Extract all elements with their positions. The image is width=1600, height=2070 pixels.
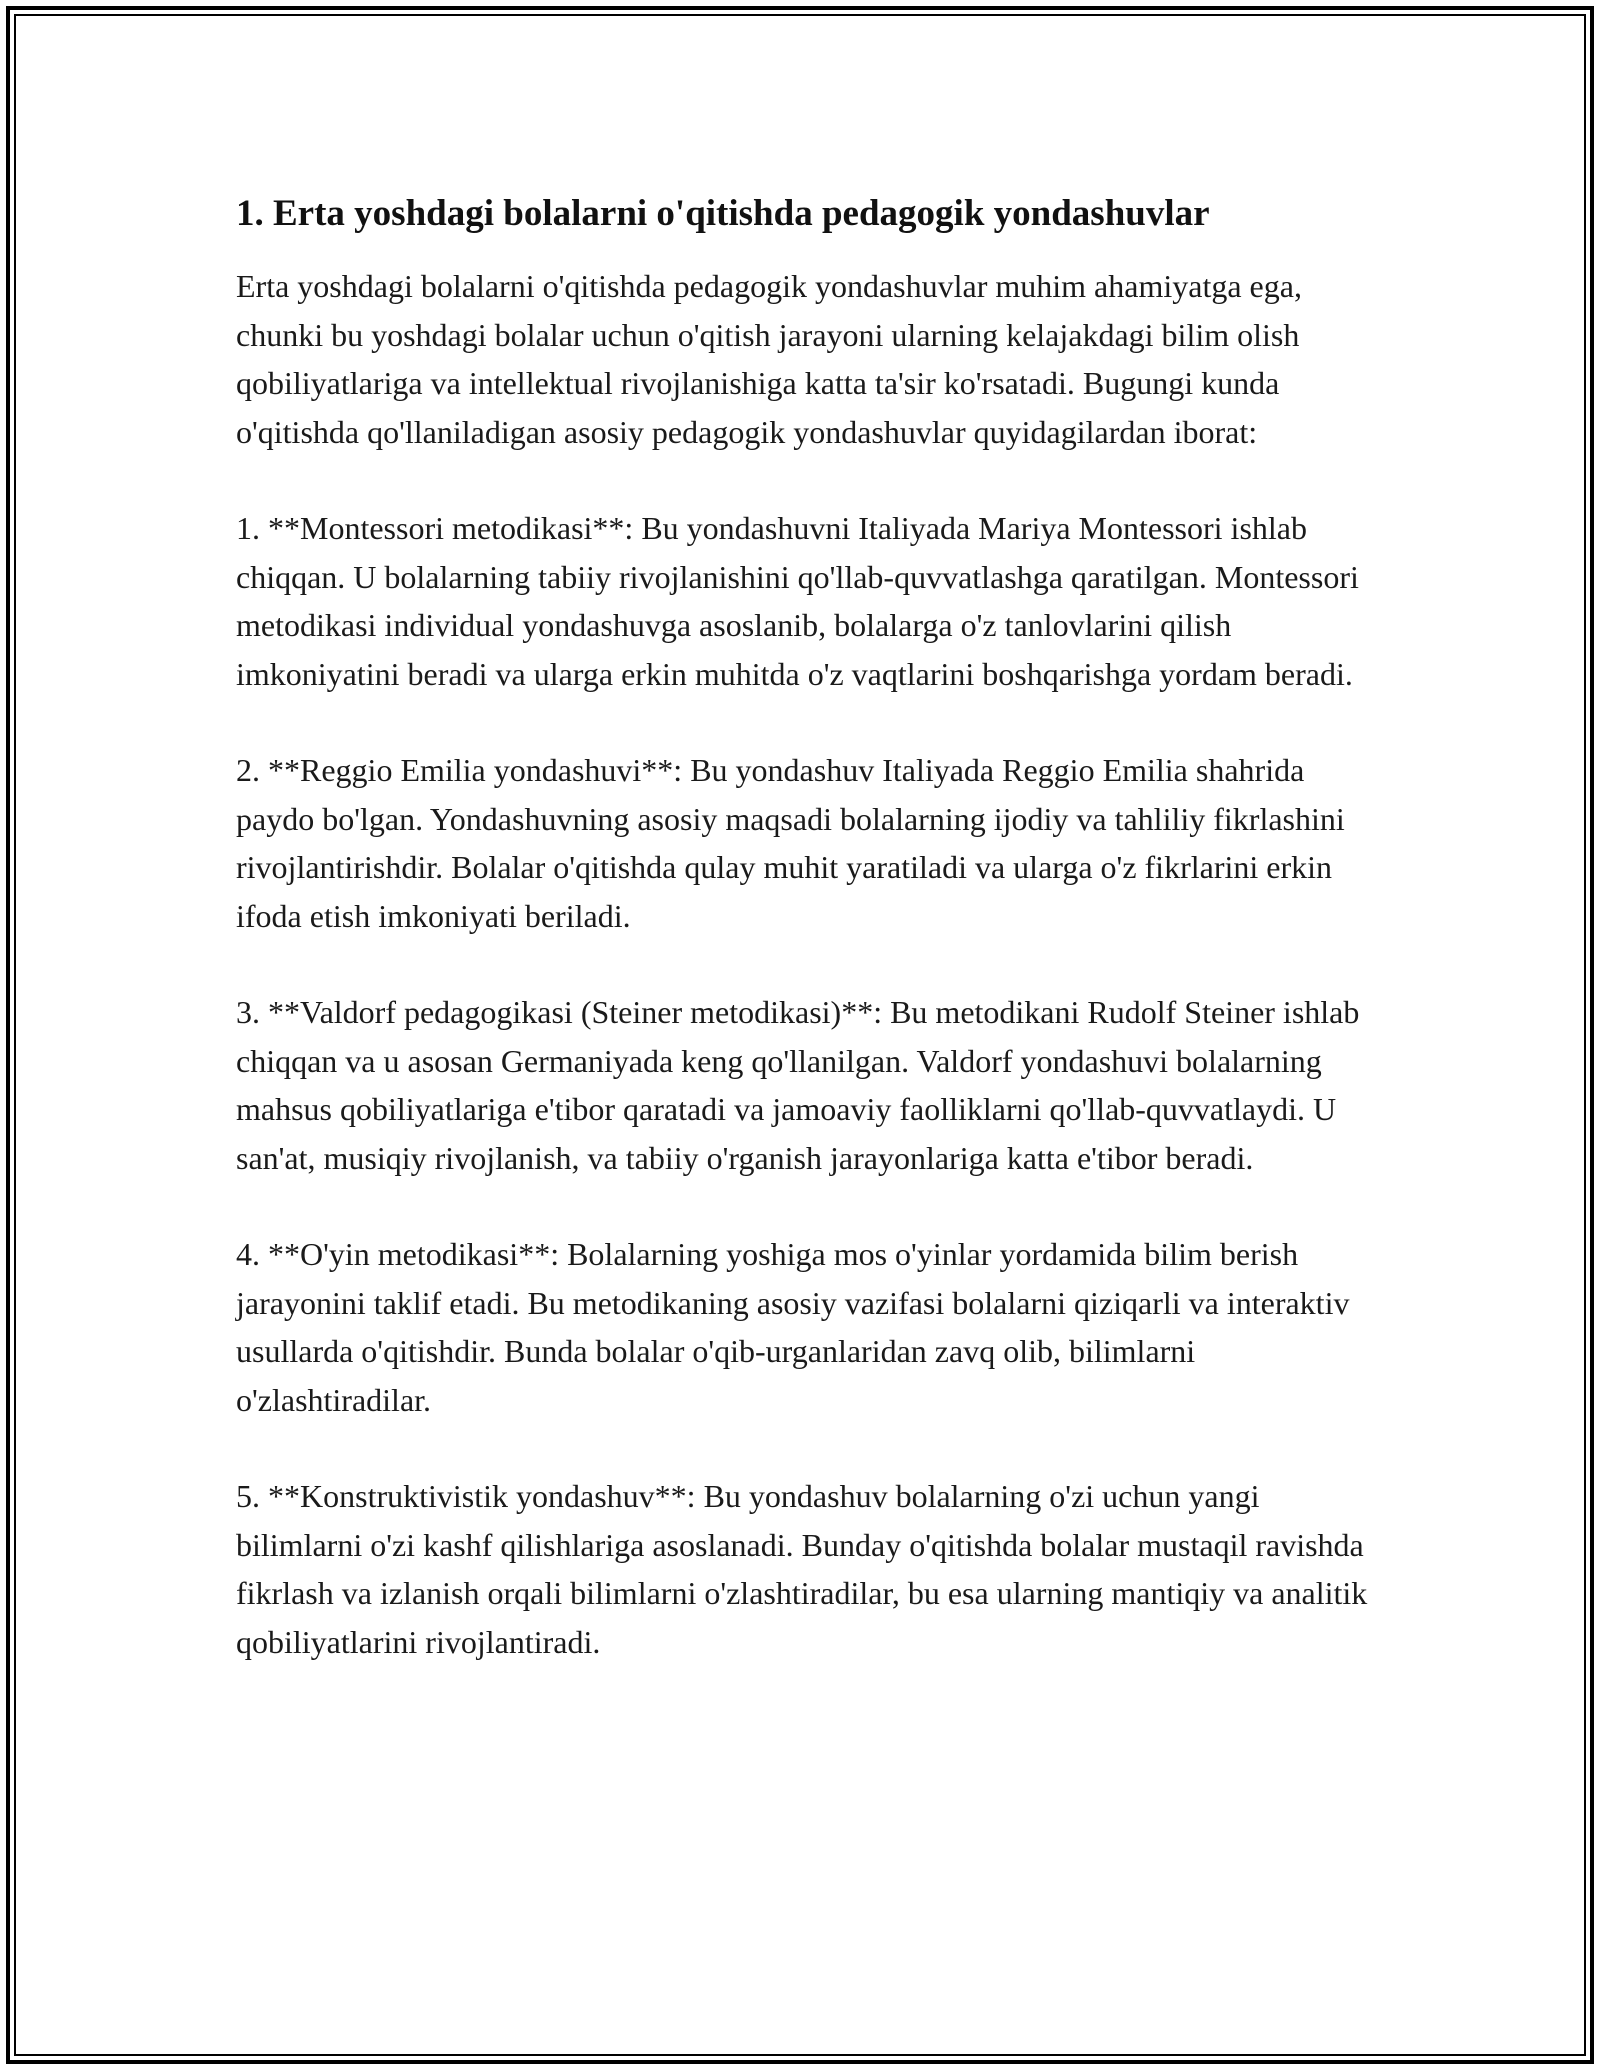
list-item-montessori: 1. **Montessori metodikasi**: Bu yondashuvni Italiyada Mariya Montessori ishlab chiqqan. U bolalarning tabiiy rivojlanishini qo'llab-quvvatlashga qaratilgan. Montessori metodikasi individual yondashuvga asoslanib, bolalarga o'z tanlovlarini qilish imkoniyatini beradi va ularga erkin muhitda o'z vaqtlarini boshqarishga yordam beradi. bbox=[236, 510, 1359, 692]
document-heading: 1. Erta yoshdagi bolalarni o'qitishda pedagogik yondashuvlar bbox=[236, 193, 1210, 234]
intro-paragraph: Erta yoshdagi bolalarni o'qitishda pedagogik yondashuvlar muhim ahamiyatga ega, chunki bu yoshdagi bolalar uchun o'qitish jarayoni ularning kelajakdagi bilim olish qobiliyatlariga va intellektual rivojlanishiga katta ta'sir ko'rsatadi. Bugungi kunda o'qitishda qo'llaniladigan asosiy pedagogik yondashuvlar quyidagilardan iborat: bbox=[236, 268, 1302, 450]
list-item-reggio-emilia: 2. **Reggio Emilia yondashuvi**: Bu yondashuv Italiyada Reggio Emilia shahrida paydo bo'lgan. Yondashuvning asosiy maqsadi bolalarning ijodiy va tahliliy fikrlashini rivojlantirishdir. Bolalar o'qitishda qulay muhit yaratiladi va ularga o'z fikrlarini erkin ifoda etish imkoniyati beriladi. bbox=[236, 752, 1345, 934]
list-item-valdorf: 3. **Valdorf pedagogikasi (Steiner metodikasi)**: Bu metodikani Rudolf Steiner ishlab chiqqan va u asosan Germaniyada keng qo'llanilgan. Valdorf yondashuvi bolalarning mahsus qobiliyatlariga e'tibor qaratadi va jamoaviy faolliklarni qo'llab-quvvatlaydi. U san'at, musiqiy rivojlanish, va tabiiy o'rganish jarayonlariga katta e'tibor beradi. bbox=[236, 994, 1360, 1176]
document-body bbox=[236, 188, 1386, 1714]
list-item-konstruktivistik: 5. **Konstruktivistik yondashuv**: Bu yondashuv bolalarning o'zi uchun yangi bilimlarni o'zi kashf qilishlariga asoslanadi. Bunday o'qitishda bolalar mustaqil ravishda fikrlash va izlanish orqali bilimlarni o'zlashtiradilar, bu esa ularning mantiqiy va analitik qobiliyatlarini rivojlantiradi. bbox=[236, 1478, 1368, 1660]
list-item-oyin: 4. **O'yin metodikasi**: Bolalarning yoshiga mos o'yinlar yordamida bilim berish jarayonini taklif etadi. Bu metodikaning asosiy vazifasi bolalarni qiziqarli va interaktiv usullarda o'qitishdir. Bunda bolalar o'qib-urganlaridan zavq olib, bilimlarni o'zlashtiradilar. bbox=[236, 1236, 1350, 1418]
